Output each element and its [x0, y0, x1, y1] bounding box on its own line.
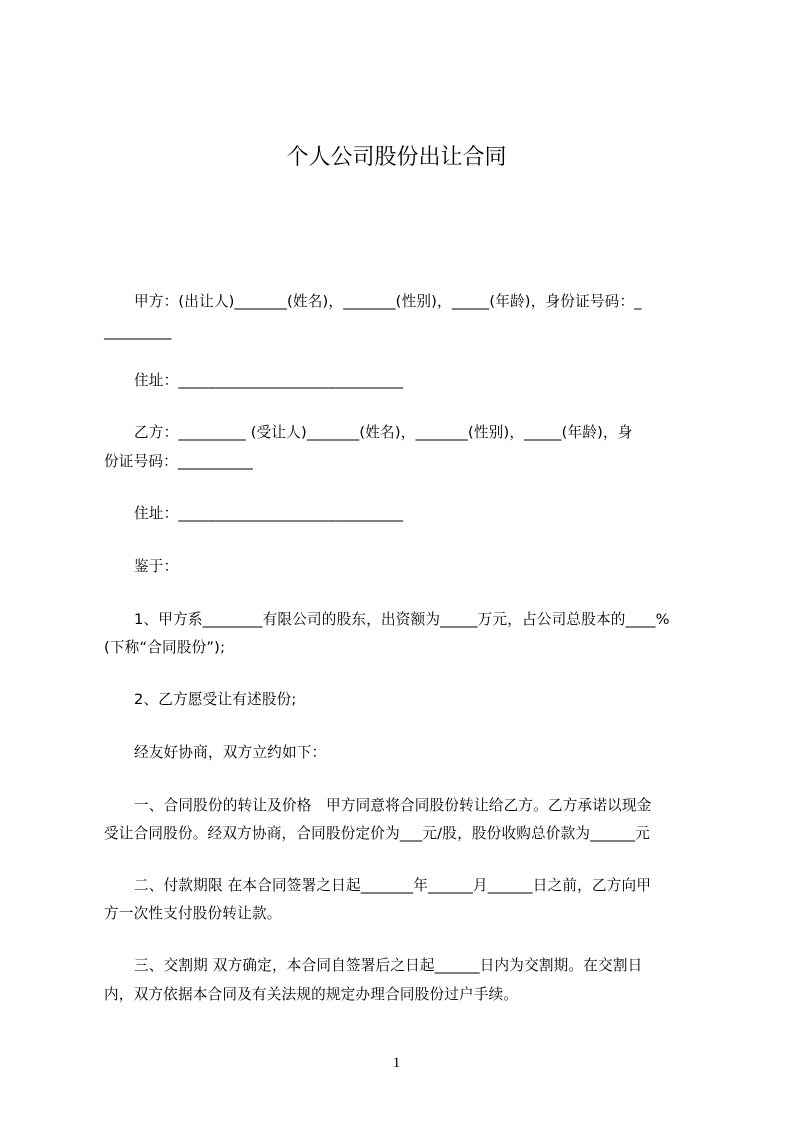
clause-2: 二、付款期限 在本合同签署之日起_______年______月______日之前，乙方向甲 — [134, 877, 652, 894]
clause-2-cont: 方一次性支付股份转让款。 — [104, 905, 282, 922]
party-b-address: 住址：______________________________ — [134, 505, 404, 522]
party-a-address: 住址：______________________________ — [134, 372, 404, 389]
recital-1: 1、甲方系________有限公司的股东，出资额为_____万元，占公司总股本的____% — [134, 611, 670, 628]
page-number: 1 — [392, 1055, 401, 1071]
party-b-line: 乙方：_________ (受让人)_______(姓名)，_______(性别)，_____(年龄)，身 — [134, 424, 633, 441]
party-b-line-cont: 份证号码：__________ — [104, 453, 253, 470]
party-a-line: 甲方：(出让人)_______(姓名)，_______(性别)，_____(年龄)，身份证号码：_ — [134, 293, 642, 310]
clause-3-cont: 内，双方依据本合同及有关法规的规定办理合同股份过户手续。 — [104, 986, 519, 1003]
clause-1: 一、合同股份的转让及价格 甲方同意将合同股份转让给乙方。乙方承诺以现金 — [134, 797, 652, 814]
agreement-intro: 经友好协商，双方立约如下： — [134, 744, 327, 761]
recital-1-cont: (下称“合同股份”); — [104, 639, 226, 656]
party-a-line-cont: _________ — [104, 323, 172, 340]
recital-2: 2、乙方愿受让有述股份; — [134, 691, 297, 708]
clause-1-cont: 受让合同股份。经双方协商，合同股份定价为___元/股，股份收购总价款为______元 — [104, 825, 650, 842]
document-title: 个人公司股份出让合同 — [286, 145, 507, 170]
clause-3: 三、交割期 双方确定，本合同自签署后之日起______日内为交割期。在交割日 — [134, 957, 643, 974]
whereas-heading: 鉴于： — [134, 558, 179, 575]
